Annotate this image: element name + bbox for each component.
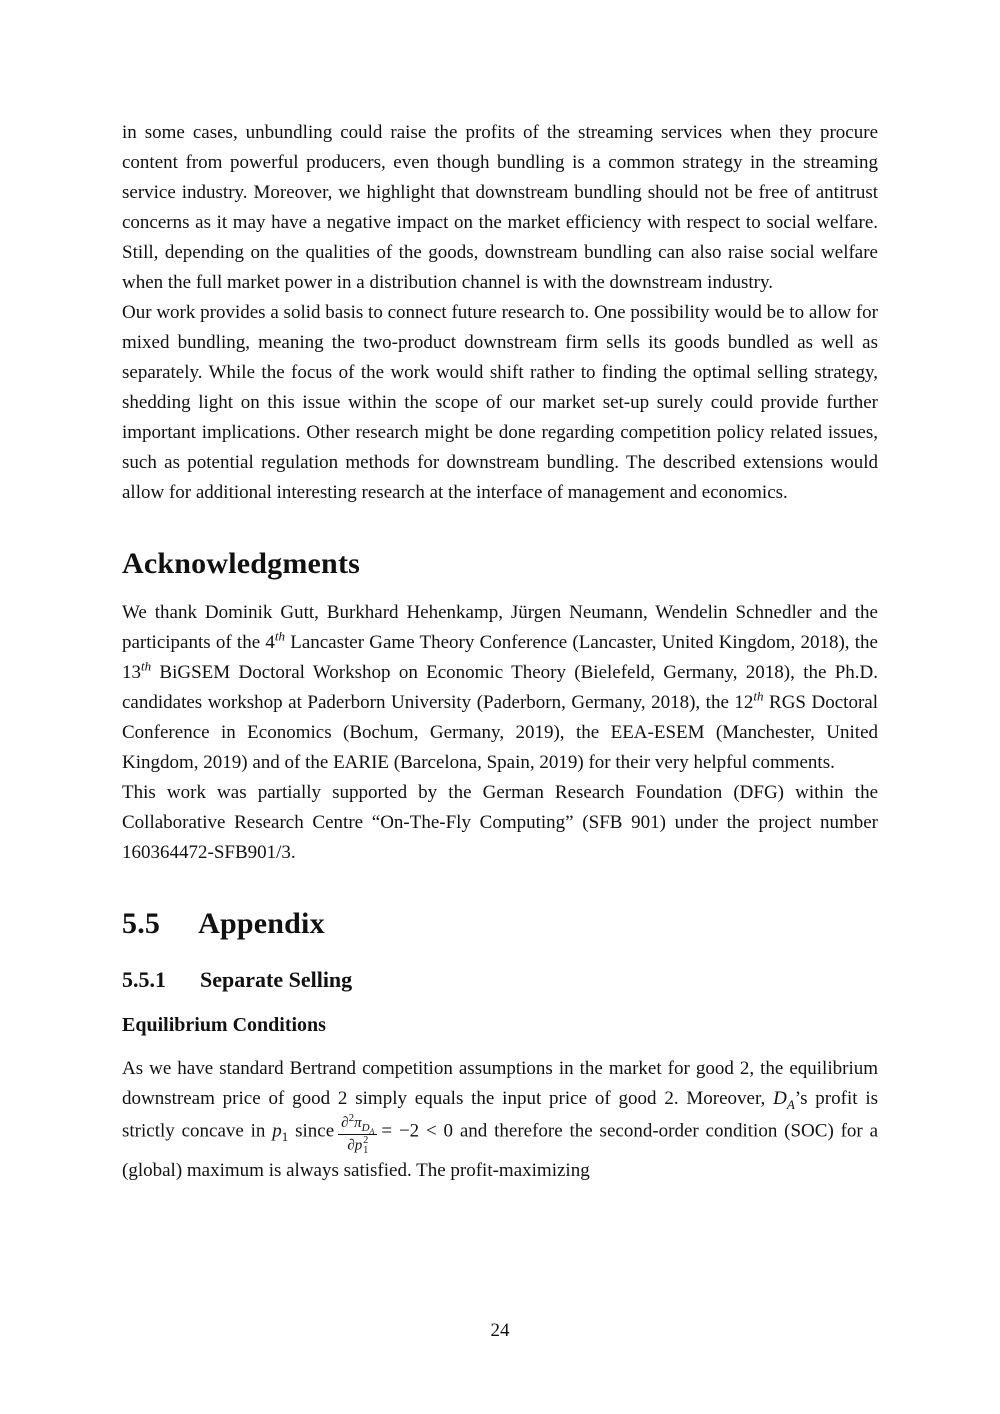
ack-text-segment: We thank Dominik Gutt, Burkhard Hehenkamp, Jürgen Neumann, Wendelin Schnedler and the participants of the 4 <box>122 602 878 653</box>
variable-p: p <box>272 1120 282 1142</box>
acknowledgments-paragraph-1 <box>122 598 878 778</box>
denominator-partial-p: ∂p <box>347 1137 363 1154</box>
math-text-segment: As we have standard Bertrand competition assumptions in the market for good 2, the equilibrium downstream price of good 2 simply equals the input price of good 2. Moreover, <box>122 1058 878 1109</box>
ordinal-superscript: th <box>141 658 152 674</box>
denominator-sub-sup-stack <box>363 1136 368 1156</box>
variable-D-subscript: A <box>786 1096 795 1112</box>
appendix-section-heading <box>122 906 878 942</box>
ack-text-segment: BiGSEM Doctoral Workshop on Economic Theory (Bielefeld, Germany, 2018), the Ph.D. candidates workshop at Paderborn University (Paderborn, Germany, 2018), the 12 <box>122 662 878 713</box>
acknowledgments-heading-text: Acknowledgments <box>122 547 361 580</box>
math-text-segment: = −2 < 0 and therefore the second-order condition (SOC) for a (global) maximum is always satisfied. The profit-maximizing <box>122 1120 879 1181</box>
ack-text-segment: Lancaster Game Theory Conference (Lancaster, United Kingdom, 2018), the 13 <box>122 632 878 683</box>
conclusion-paragraph-2: Our work provides a solid basis to connect future research to. One possibility would be to allow for mixed bundling, meaning the two-product downstream firm sells its goods bundled as well as separately. While the focus of the work would shift rather to finding the optimal selling strategy, shedding light on this issue within the scope of our market set-up surely could provide further important implications. Other research might be done regarding competition policy related issues, such as potential regulation methods for downstream bundling. The described extensions would allow for additional interesting research at the interface of management and economics. <box>122 302 878 503</box>
variable-p-subscript: 1 <box>281 1129 289 1145</box>
ordinal-superscript: th <box>274 628 285 644</box>
conclusion-paragraph-1: in some cases, unbundling could raise the profits of the streaming services when they procure content from powerful producers, even though bundling is a common strategy in the streaming service industry. Moreover, we highlight that downstream bundling should not be free of antitrust concerns as it may have a negative impact on the market efficiency with respect to social welfare. Still, depending on the qualities of the goods, downstream bundling can also raise social welfare when the full market power in a distribution channel is with the downstream industry. <box>122 122 878 293</box>
math-text-segment: since <box>288 1120 335 1142</box>
numerator-subscript-A: A <box>369 1127 375 1137</box>
acknowledgments-paragraph-2: This work was partially supported by the German Research Foundation (DFG) within the Collaborative Research Centre “On-The-Fly Computing” (SFB 901) under the project number 160364472-SFB901/3. <box>122 782 878 863</box>
section-title: Appendix <box>198 907 325 940</box>
denominator-subscript: 1 <box>363 1145 369 1156</box>
fraction-numerator <box>338 1114 377 1135</box>
numerator-subscript-D: DA <box>361 1122 375 1137</box>
partial-symbol: ∂ <box>341 1115 349 1131</box>
math-text-segment: ’s profit is strictly concave in <box>122 1088 878 1142</box>
page-number: 24 <box>490 1320 510 1341</box>
denominator-exponent: 2 <box>363 1135 369 1146</box>
subsection-title: Separate Selling <box>200 967 353 992</box>
ordinal-superscript: th <box>753 688 764 704</box>
numerator-exponent: 2 <box>348 1112 355 1124</box>
equilibrium-paragraph <box>122 1054 878 1186</box>
pi-symbol: π <box>354 1115 362 1131</box>
equilibrium-conditions-heading: Equilibrium Conditions <box>122 1014 326 1036</box>
acknowledgments-heading <box>122 546 878 582</box>
variable-D: D <box>773 1088 787 1109</box>
fraction-denominator <box>338 1135 377 1156</box>
section-number: 5.5 <box>122 907 161 940</box>
derivative-fraction <box>338 1114 377 1156</box>
subsection-heading <box>122 966 878 994</box>
subsection-number: 5.5.1 <box>122 967 166 992</box>
ack-text-segment: RGS Doctoral Conference in Economics (Bochum, Germany, 2019), the EEA-ESEM (Manchester, United Kingdom, 2019) and of the EARIE (Barcelona, Spain, 2019) for their very helpful comments. <box>122 692 878 773</box>
